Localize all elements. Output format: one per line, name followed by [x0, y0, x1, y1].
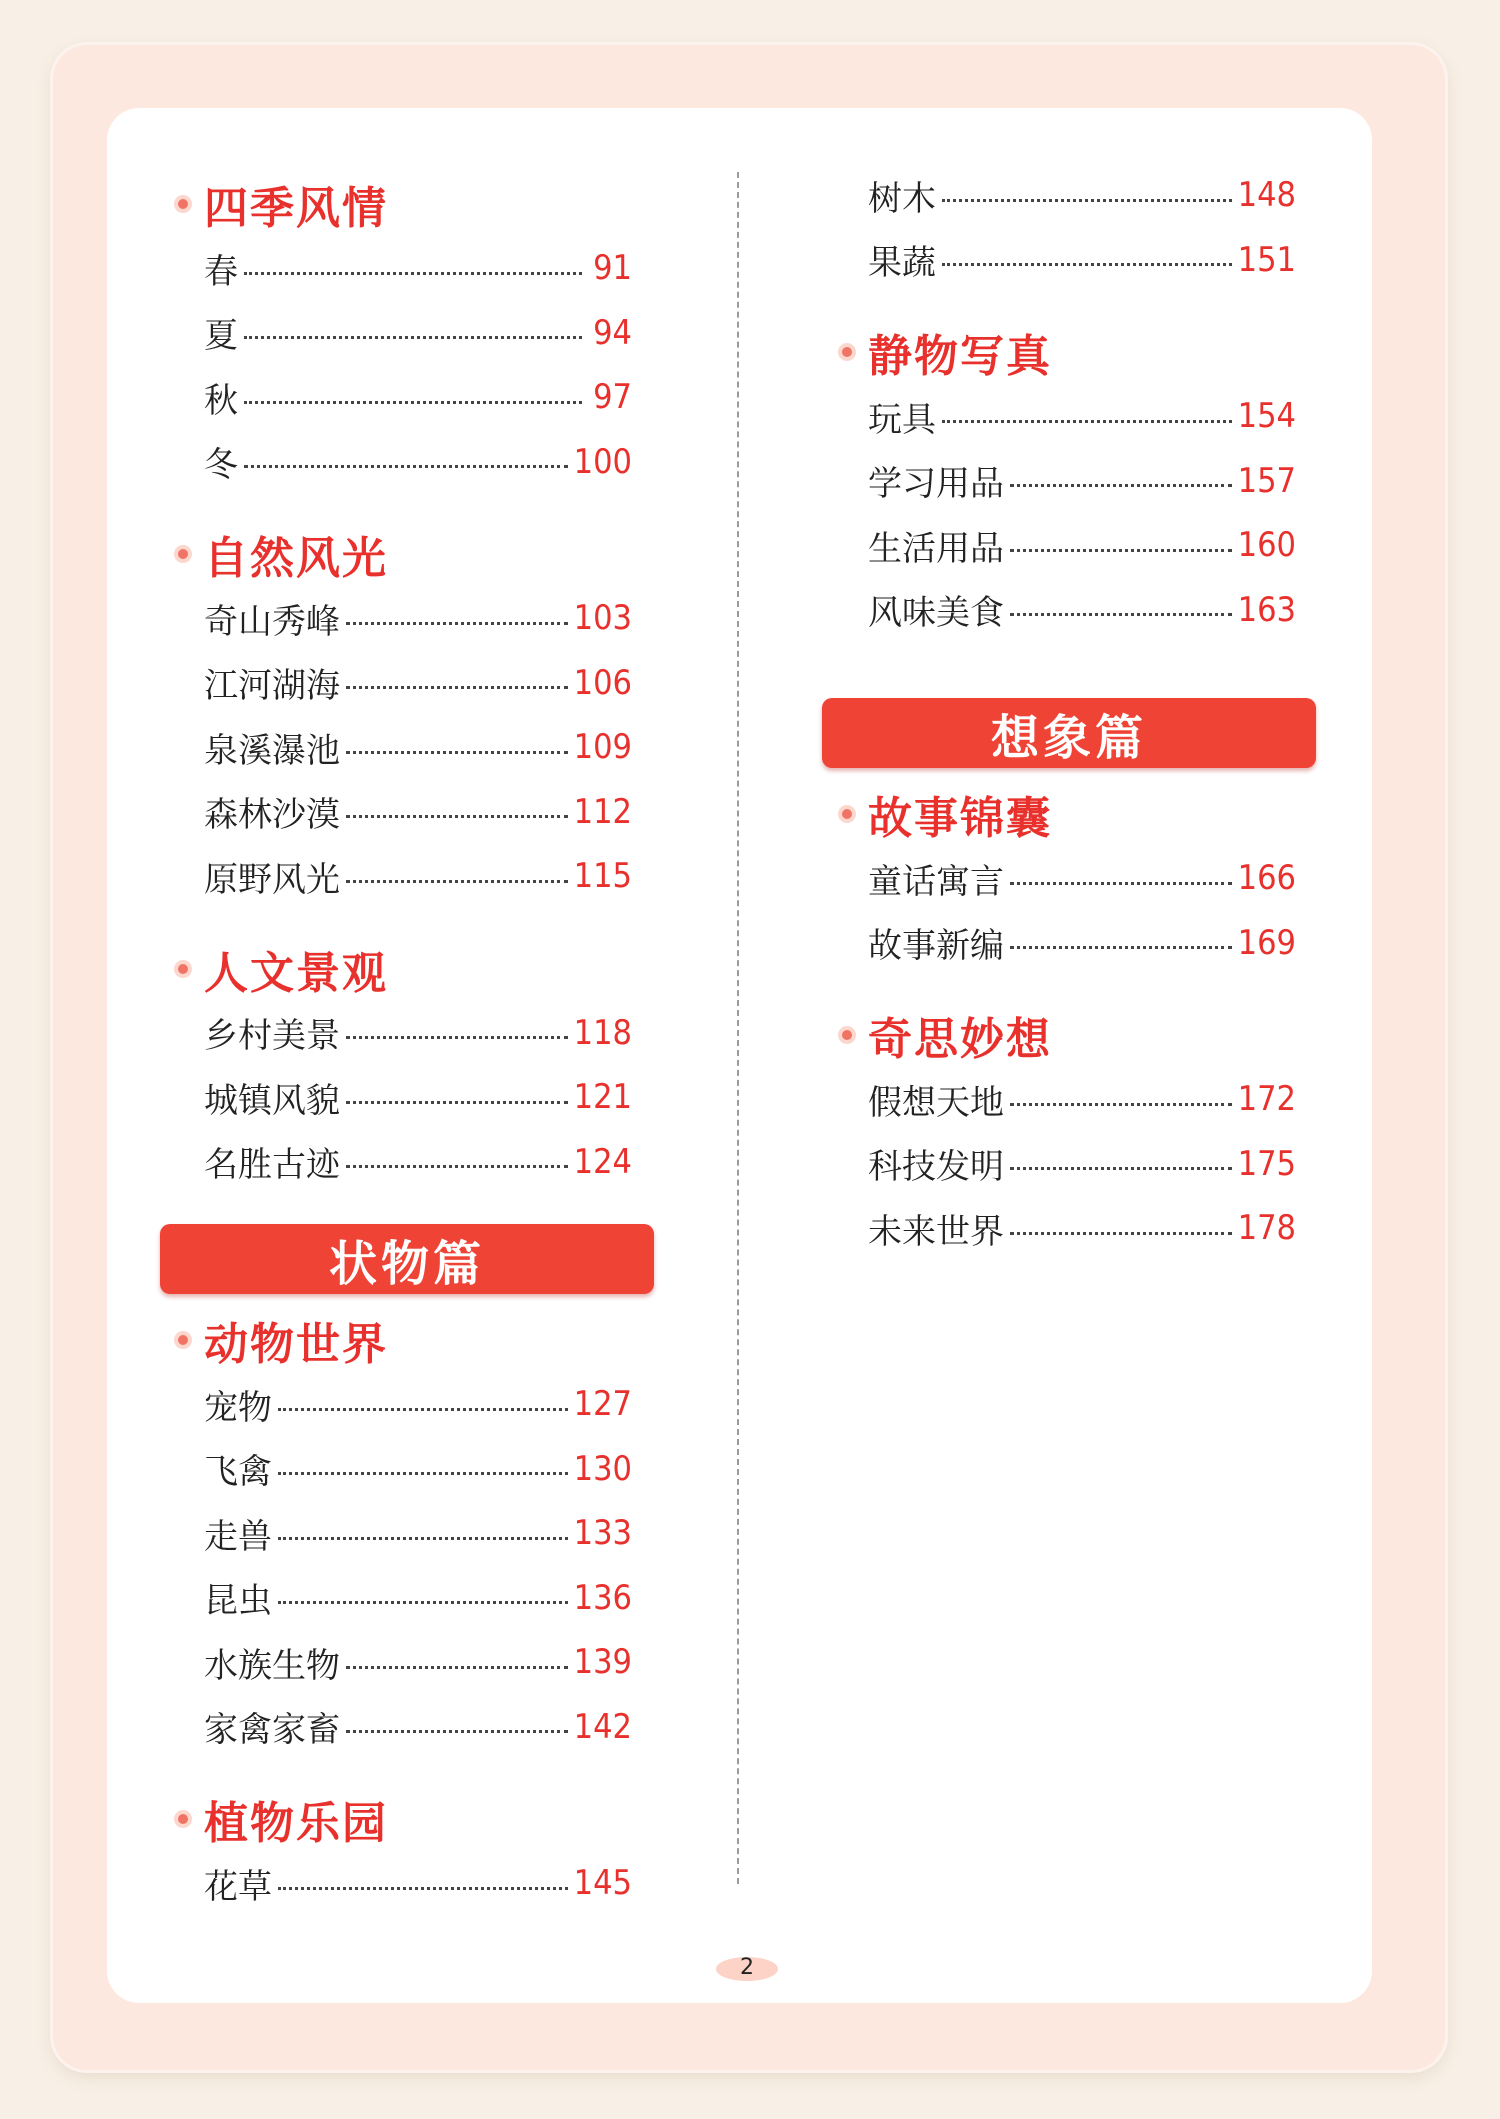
toc-section [172, 1759, 632, 1916]
toc-entry[interactable] [172, 780, 632, 845]
entry-title: 水族生物 [204, 1645, 340, 1686]
toc-entry[interactable] [836, 384, 1296, 449]
dot-leader [346, 686, 568, 689]
entry-page-number: 112 [573, 791, 632, 832]
toc-entry[interactable] [172, 1501, 632, 1566]
entry-page-number: 172 [1237, 1079, 1296, 1120]
toc-entry[interactable] [172, 1437, 632, 1502]
section-title: 奇思妙想 [868, 1014, 1052, 1065]
dot-leader [244, 401, 582, 404]
toc-entry[interactable] [836, 1196, 1296, 1261]
dot-leader [346, 815, 568, 818]
entry-page-number: 100 [573, 441, 632, 482]
entry-title: 名胜古迹 [204, 1145, 340, 1186]
entry-page-number: 124 [573, 1141, 632, 1182]
toc-entry[interactable] [172, 1372, 632, 1437]
entry-title: 泉溪瀑池 [204, 730, 340, 771]
toc-entry[interactable] [172, 1851, 632, 1916]
dot-leader [942, 263, 1232, 266]
toc-entry[interactable] [172, 365, 632, 430]
toc-entry[interactable] [172, 1566, 632, 1631]
dot-leader [346, 1101, 568, 1104]
bullet-dot-icon [838, 805, 856, 823]
entry-title: 故事新编 [868, 926, 1004, 967]
section-title: 故事锦囊 [868, 793, 1052, 844]
part-banner-zhuangwu[interactable]: 状物篇 [160, 1224, 654, 1294]
entry-page-number: 136 [573, 1577, 632, 1618]
toc-list-right-a [836, 320, 1296, 642]
entry-page-number: 115 [573, 856, 632, 897]
entry-title: 科技发明 [868, 1147, 1004, 1188]
toc-entry[interactable] [836, 163, 1296, 228]
entry-title: 生活用品 [868, 528, 1004, 569]
entry-page-number: 94 [593, 312, 632, 353]
entry-page-number: 160 [1237, 525, 1296, 566]
section-heading[interactable] [172, 937, 632, 1001]
entry-title: 昆虫 [204, 1581, 272, 1622]
toc-entry[interactable] [172, 1695, 632, 1760]
entry-title: 江河湖海 [204, 666, 340, 707]
toc-entry[interactable] [172, 1001, 632, 1066]
toc-section [836, 782, 1296, 975]
section-title: 植物乐园 [204, 1798, 388, 1849]
section-heading[interactable] [836, 1003, 1296, 1067]
section-gap [836, 292, 1296, 320]
toc-entry[interactable] [836, 513, 1296, 578]
section-heading[interactable] [172, 172, 632, 236]
entry-page-number: 169 [1237, 922, 1296, 963]
toc-entry[interactable] [836, 449, 1296, 514]
dot-leader [244, 465, 568, 468]
toc-section [172, 494, 632, 909]
toc-section [836, 975, 1296, 1261]
section-title: 人文景观 [204, 947, 388, 999]
entry-title: 夏 [204, 316, 238, 357]
entry-page-number: 157 [1237, 460, 1296, 501]
entry-page-number: 163 [1237, 589, 1296, 630]
section-title: 四季风情 [204, 183, 388, 234]
toc-section [836, 320, 1296, 642]
dot-leader [244, 336, 582, 339]
toc-entry[interactable] [836, 846, 1296, 911]
entry-page-number: 133 [573, 1513, 632, 1554]
dot-leader [346, 622, 568, 625]
entry-page-number: 142 [573, 1706, 632, 1747]
section-gap [172, 494, 632, 522]
toc-entry[interactable] [836, 578, 1296, 643]
entry-title: 未来世界 [868, 1211, 1004, 1252]
entry-page-number: 139 [573, 1642, 632, 1683]
section-title: 动物世界 [204, 1319, 388, 1370]
entry-title: 走兽 [204, 1516, 272, 1557]
entry-title: 花草 [204, 1866, 272, 1907]
section-gap [172, 909, 632, 937]
part-banner-xiangxiang[interactable]: 想象篇 [822, 698, 1316, 768]
dot-leader [278, 1601, 568, 1604]
entry-page-number: 97 [593, 377, 632, 418]
toc-entry[interactable] [836, 1132, 1296, 1197]
dot-leader [942, 199, 1232, 202]
entry-page-number: 130 [573, 1448, 632, 1489]
entry-page-number: 103 [573, 598, 632, 639]
entry-title: 城镇风貌 [204, 1080, 340, 1121]
toc-section [172, 1308, 632, 1759]
toc-section [172, 172, 632, 494]
entry-page-number: 166 [1237, 858, 1296, 899]
dot-leader [244, 272, 582, 275]
toc-entry[interactable] [172, 586, 632, 651]
entry-title: 森林沙漠 [204, 795, 340, 836]
entry-page-number: 145 [573, 1863, 632, 1904]
dot-leader [1010, 946, 1232, 949]
toc-entry[interactable] [172, 301, 632, 366]
entry-title: 假想天地 [868, 1082, 1004, 1123]
dot-leader [346, 751, 568, 754]
entry-page-number: 118 [573, 1012, 632, 1053]
entry-title: 学习用品 [868, 464, 1004, 505]
entry-title: 童话寓言 [868, 861, 1004, 902]
dot-leader [1010, 613, 1232, 616]
column-divider [737, 172, 739, 1884]
toc-entry[interactable] [172, 1630, 632, 1695]
section-title: 自然风光 [204, 533, 388, 584]
bullet-dot-icon [174, 960, 192, 978]
entry-page-number: 148 [1237, 175, 1296, 216]
section-heading[interactable] [172, 1308, 632, 1372]
toc-right-column [836, 163, 1296, 1261]
section-gap [836, 975, 1296, 1003]
toc-entry[interactable] [172, 1130, 632, 1195]
toc-list-left-b [172, 1308, 632, 1916]
toc-entry[interactable] [836, 911, 1296, 976]
entry-title: 飞禽 [204, 1452, 272, 1493]
dot-leader [1010, 1232, 1232, 1235]
page-number: 2 [716, 1957, 778, 1981]
dot-leader [1010, 549, 1232, 552]
dot-leader [1010, 484, 1232, 487]
toc-entry[interactable] [836, 228, 1296, 293]
entry-title: 乡村美景 [204, 1016, 340, 1057]
dot-leader [346, 1036, 568, 1039]
toc-entry[interactable] [172, 236, 632, 301]
entry-title: 奇山秀峰 [204, 601, 340, 642]
dot-leader [346, 1730, 568, 1733]
dot-leader [346, 880, 568, 883]
entry-title: 宠物 [204, 1387, 272, 1428]
entry-page-number: 127 [573, 1384, 632, 1425]
dot-leader [278, 1537, 568, 1540]
toc-list-right-continued [836, 163, 1296, 292]
bullet-dot-icon [838, 1026, 856, 1044]
section-heading[interactable] [172, 1787, 632, 1851]
entry-page-number: 151 [1237, 239, 1296, 280]
section-heading[interactable] [836, 782, 1296, 846]
toc-entry[interactable] [172, 430, 632, 495]
toc-entry[interactable] [836, 1067, 1296, 1132]
toc-entry[interactable] [172, 844, 632, 909]
entry-title: 风味美食 [868, 593, 1004, 634]
entry-page-number: 121 [573, 1077, 632, 1118]
bullet-dot-icon [174, 195, 192, 213]
dot-leader [346, 1666, 568, 1669]
bullet-dot-icon [174, 1331, 192, 1349]
section-gap [172, 1759, 632, 1787]
entry-title: 秋 [204, 380, 238, 421]
entry-page-number: 154 [1237, 396, 1296, 437]
entry-title: 冬 [204, 445, 238, 486]
toc-entry[interactable] [172, 715, 632, 780]
entry-page-number: 91 [593, 248, 632, 289]
entry-title: 原野风光 [204, 859, 340, 900]
entry-page-number: 109 [573, 727, 632, 768]
entry-title: 果蔬 [868, 243, 936, 284]
dot-leader [278, 1887, 568, 1890]
dot-leader [278, 1408, 568, 1411]
toc-entry[interactable] [172, 1065, 632, 1130]
entry-title: 家禽家畜 [204, 1710, 340, 1751]
bullet-dot-icon [174, 545, 192, 563]
entry-title: 玩具 [868, 399, 936, 440]
bullet-dot-icon [174, 1810, 192, 1828]
entry-title: 春 [204, 251, 238, 292]
dot-leader [346, 1165, 568, 1168]
entry-page-number: 106 [573, 662, 632, 703]
dot-leader [1010, 1167, 1232, 1170]
toc-left-column [172, 172, 632, 1916]
section-title: 静物写真 [868, 331, 1052, 382]
entry-page-number: 178 [1237, 1208, 1296, 1249]
toc-section [172, 909, 632, 1195]
dot-leader [942, 420, 1232, 423]
dot-leader [1010, 882, 1232, 885]
dot-leader [278, 1472, 568, 1475]
bullet-dot-icon [838, 343, 856, 361]
entry-title: 树木 [868, 178, 936, 219]
entry-page-number: 175 [1237, 1143, 1296, 1184]
dot-leader [1010, 1103, 1232, 1106]
toc-list-right-b [836, 782, 1296, 1261]
toc-list-left-a [172, 172, 632, 1194]
section-heading[interactable] [836, 320, 1296, 384]
toc-entry[interactable] [172, 651, 632, 716]
section-heading[interactable] [172, 522, 632, 586]
